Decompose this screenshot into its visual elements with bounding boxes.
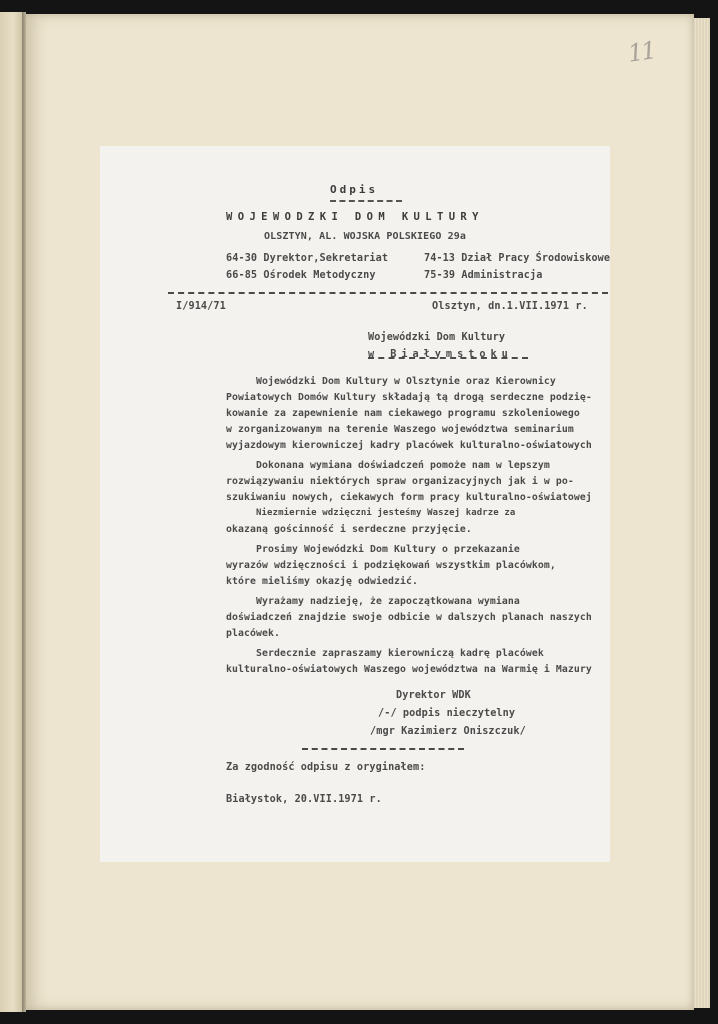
body-line: doświadczeń znajdzie swoje odbicie w dalszych planach naszych [226, 612, 592, 623]
body-line: szukiwaniu nowych, ciekawych form pracy kulturalno-oświatowej [226, 492, 592, 503]
body-line: kulturalno-oświatowych Waszego województwa na Warmię i Mazury [226, 664, 592, 675]
phone-directory-line: 64-30 Dyrektor,Sekretariat [226, 253, 389, 264]
body-line: okazaną gościnność i serdeczne przyjęcie. [226, 524, 472, 535]
signature-title: Dyrektor WDK [396, 690, 471, 701]
certification-line: Za zgodność odpisu z oryginałem: [226, 762, 426, 773]
phone-methodology-line: 66-85 Ośrodek Metodyczny [226, 270, 376, 281]
institution-address: OLSZTYN, AL. WOJSKA POLSKIEGO 29a [264, 231, 466, 242]
body-line: w zorganizowanym na terenie Waszego województwa seminarium [226, 424, 574, 435]
addressee-line-2: w Białymstoku [368, 349, 513, 360]
left-page-edge [0, 12, 22, 1012]
institution-name: WOJEWODZKI DOM KULTURY [226, 211, 484, 223]
phone-admin-line: 75-39 Administracja [424, 270, 543, 281]
signature-name: /mgr Kazimierz Oniszczuk/ [370, 726, 526, 737]
body-line: Wojewódzki Dom Kultury w Olsztynie oraz Kierownicy [256, 376, 556, 387]
body-line: wyrazów wdzięczności i podziękowań wszystkim placówkom, [226, 560, 556, 571]
folio-number: 11 [626, 36, 657, 68]
body-line: rozwiązywaniu niektórych spraw organizacyjnych jak i w po- [226, 476, 574, 487]
signature-note: /-/ podpis nieczytelny [378, 708, 516, 719]
signature-divider [302, 748, 464, 750]
place-and-date: Olsztyn, dn.1.VII.1971 r. [432, 301, 588, 312]
reference-number: I/914/71 [176, 301, 226, 312]
phone-work-line: 74-13 Dział Pracy Środowiskowe [424, 253, 611, 264]
body-line: wyjazdowym kierowniczej kadry placówek kulturalno-oświatowych [226, 440, 592, 451]
body-line: Wyrażamy nadzieję, że zapoczątkowana wymiana [256, 596, 520, 607]
body-line: Dokonana wymiana doświadczeń pomoże nam w lepszym [256, 460, 550, 471]
body-line: Powiatowych Domów Kultury składają tą drogą serdeczne podzię- [226, 392, 592, 403]
body-line: kowanie za zapewnienie nam ciekawego programu szkoleniowego [226, 408, 580, 419]
document-title: Odpis [330, 183, 379, 196]
page-stack-edge [694, 18, 710, 1008]
body-line: Serdecznie zapraszamy kierowniczą kadrę placówek [256, 648, 544, 659]
body-line: które mieliśmy okazję odwiedzić. [226, 576, 418, 587]
title-underline [330, 200, 402, 202]
addressee-line-1: Wojewódzki Dom Kultury [368, 332, 506, 343]
body-line: Prosimy Wojewódzki Dom Kultury o przekazanie [256, 544, 520, 555]
header-divider [168, 292, 608, 294]
body-line: placówek. [226, 628, 280, 639]
addressee-underline [368, 357, 528, 359]
body-line: Niezmiernie wdzięczni jesteśmy Waszej kadrze za [256, 508, 516, 518]
footer-place-date: Białystok, 20.VII.1971 r. [226, 794, 382, 805]
